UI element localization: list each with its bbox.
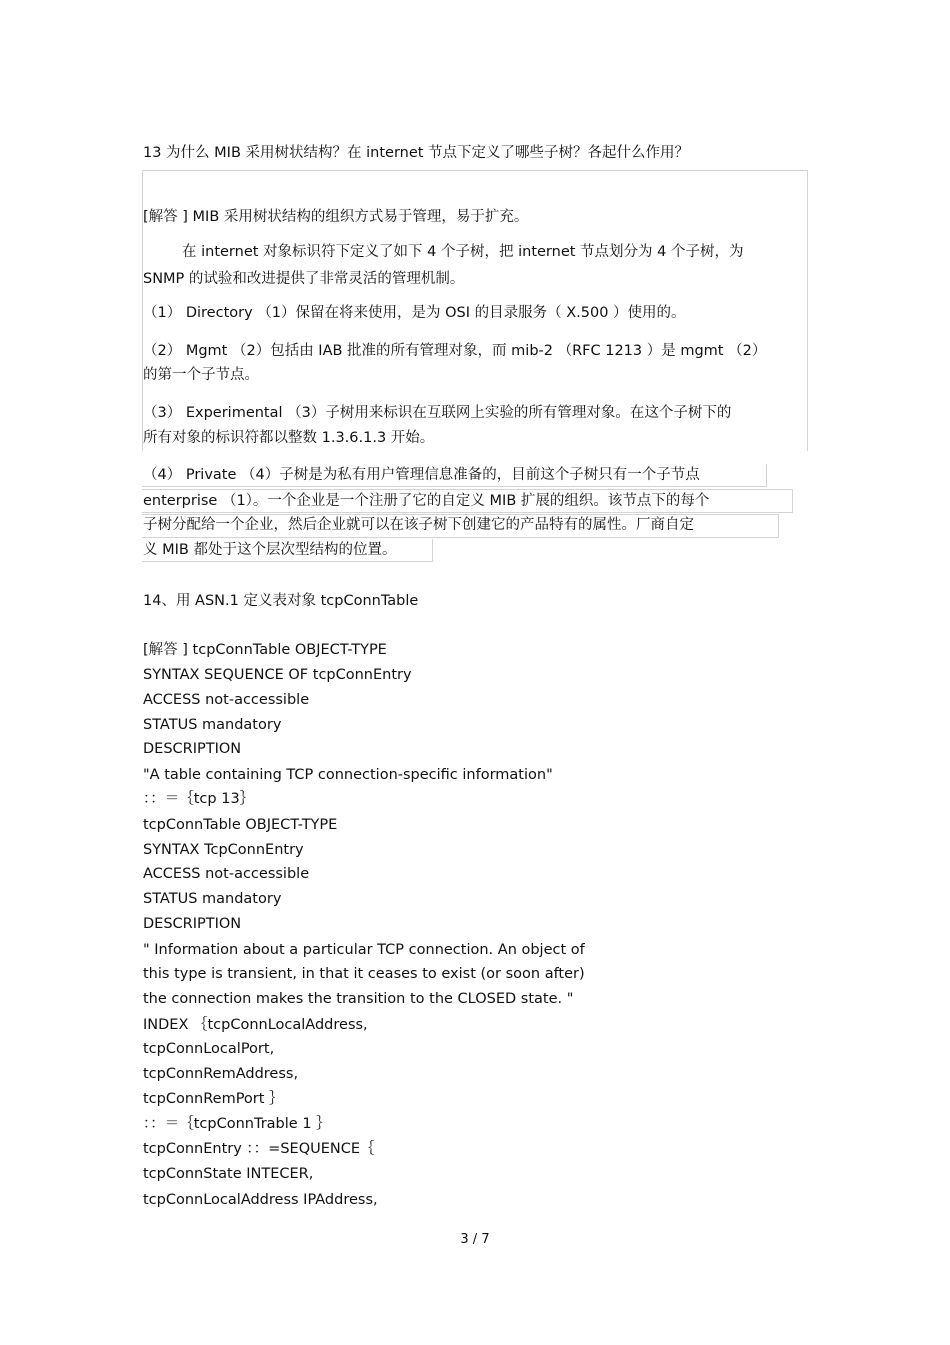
code-line: DESCRIPTION <box>143 741 242 757</box>
code-line: INDEX ｛tcpConnLocalAddress, <box>143 1017 368 1033</box>
code-line: SYNTAX SEQUENCE OF tcpConnEntry <box>143 667 412 683</box>
code-line: the connection makes the transition to the CLOSED state. " <box>143 991 574 1007</box>
item-3-experimental-line-2: 所有对象的标识符都以整数 1.3.6.1.3 开始。 <box>143 430 435 446</box>
answer-13-para-line-2: SNMP 的试验和改进提供了非常灵活的管理机制。 <box>143 271 465 287</box>
code-line: tcpConnRemPort ｝ <box>143 1091 284 1107</box>
answer-13-para-line-1: 在 internet 对象标识符下定义了如下 4 个子树，把 internet 节点划分为 4 个子树，为 <box>182 244 744 260</box>
code-line: SYNTAX TcpConnEntry <box>143 842 304 858</box>
code-line: STATUS mandatory <box>143 891 282 907</box>
code-line: STATUS mandatory <box>143 717 282 733</box>
code-line: this type is transient, in that it ceases to exist (or soon after) <box>143 966 585 982</box>
question-14: 14、用 ASN.1 定义表对象 tcpConnTable <box>143 593 419 609</box>
code-line: ：：＝｛tcp 13｝ <box>143 791 255 807</box>
code-line: "A table containing TCP connection-specific information" <box>143 767 553 783</box>
code-line: DESCRIPTION <box>143 916 242 932</box>
item-1-directory: （1） Directory （1）保留在将来使用，是为 OSI 的目录服务（ X.500 ）使用的。 <box>143 305 686 321</box>
code-line: tcpConnEntry ：：=SEQUENCE｛ <box>143 1141 375 1157</box>
item-4-private-line-2: enterprise （1）。一个企业是一个注册了它的自定义 MIB 扩展的组织。该节点下的每个 <box>143 493 710 509</box>
item-3-experimental-line-1: （3） Experimental （3）子树用来标识在互联网上实验的所有管理对象。在这个子树下的 <box>143 405 732 421</box>
answer-13-intro: [解答 ] MIB 采用树状结构的组织方式易于管理，易于扩充。 <box>143 209 529 225</box>
code-line: tcpConnLocalAddress IPAddress, <box>143 1192 378 1208</box>
item-4-private-line-4: 义 MIB 都处于这个层次型结构的位置。 <box>143 542 397 558</box>
code-line: tcpConnRemAddress, <box>143 1066 299 1082</box>
code-line: tcpConnState INTECER, <box>143 1166 314 1182</box>
code-line: ：：＝｛tcpConnTrable 1 ｝ <box>143 1116 331 1132</box>
code-line: [解答 ] tcpConnTable OBJECT-TYPE <box>143 642 387 658</box>
item-2-mgmt-line-2: 的第一个子节点。 <box>143 367 259 383</box>
code-line: ACCESS not-accessible <box>143 866 310 882</box>
item-4-private-line-3: 子树分配给一个企业，然后企业就可以在该子树下创建它的产品特有的属性。厂商自定 <box>143 517 694 533</box>
code-line: " Information about a particular TCP connection. An object of <box>143 942 585 958</box>
code-line: tcpConnLocalPort, <box>143 1041 275 1057</box>
item-2-mgmt-line-1: （2） Mgmt （2）包括由 IAB 批准的所有管理对象，而 mib-2 （RFC 1213 ）是 mgmt （2） <box>143 343 767 359</box>
code-line: ACCESS not-accessible <box>143 692 310 708</box>
item-4-private-line-1: （4） Private （4）子树是为私有用户管理信息准备的，目前这个子树只有一个子节点 <box>143 467 700 483</box>
question-13: 13 为什么 MIB 采用树状结构？在 internet 节点下定义了哪些子树？各起什么作用？ <box>143 145 690 161</box>
page-number: 3 / 7 <box>460 1232 490 1247</box>
code-line: tcpConnTable OBJECT-TYPE <box>143 817 338 833</box>
